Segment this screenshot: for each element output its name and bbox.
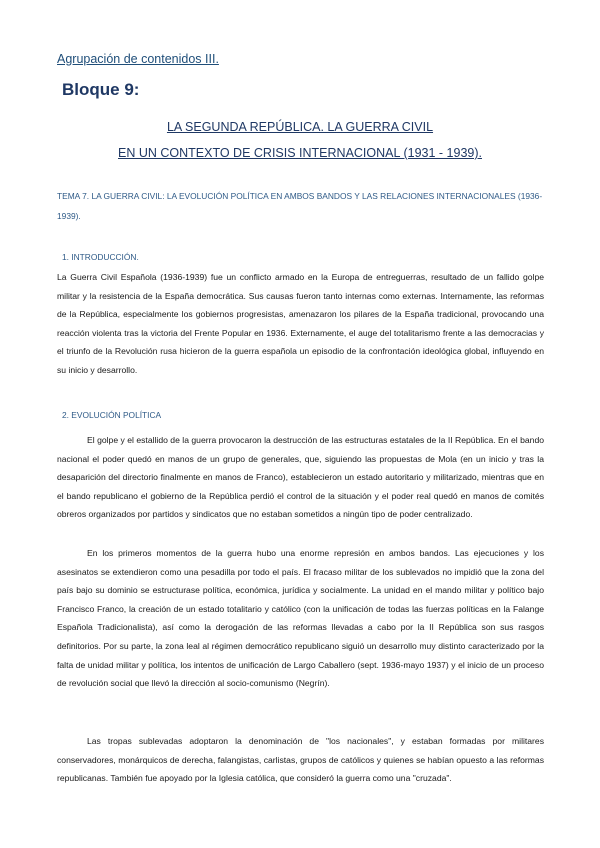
tema-heading: TEMA 7. LA GUERRA CIVIL: LA EVOLUCIÓN POLÍTICA EN AMBOS BANDOS Y LAS RELACIONES INTERNACIONALES (1936-1939). — [57, 191, 543, 221]
bloque-heading: Bloque 9: — [62, 80, 140, 99]
section-heading-introduccion: 1. INTRODUCCIÓN. — [62, 252, 139, 262]
evolucion-paragraph-1: El golpe y el estallido de la guerra provocaron la destrucción de las estructuras estatales de la II República. En el bando nacional el poder quedó en manos de un grupo de generales, que, siguiendo las propuestas de Mola (en un inicio y tras la desaparición del directorio finalmente en manos de Franco), establecieron un estado autoritario y militarizado, mientras que en el bando republicano el gobierno de la República perdió el control de la situación y el poder real quedó en manos de comités obreros organizados por partidos y sindicatos que no estaban sometidos a ningún tipo de poder centralizado. — [57, 435, 544, 520]
document-title-line-1: LA SEGUNDA REPÚBLICA. LA GUERRA CIVIL — [166, 120, 434, 134]
intro-paragraph: La Guerra Civil Española (1936-1939) fue un conflicto armado en la Europa de entreguerras, resultado de un fallido golpe militar y la resistencia de la España democrática. Sus causas fueron tanto internas como externas. Internamente, las reformas de la República, especialmente los gobiernos progresistas, amenazaron los pilares de la España tradicional, provocando una reacción violenta tras la victoria del Frente Popular en 1936. Externamente, el auge del totalitarismo frente a las democracias y el triunfo de la Revolución rusa hicieron de la guerra española un episodio de la confrontación ideológica global, influyendo en su inicio y desarrollo. — [57, 272, 544, 375]
evolucion-paragraph-2: En los primeros momentos de la guerra hubo una enorme represión en ambos bandos. Las ejecuciones y los asesinatos se extendieron como una pesadilla por todo el país. El fracaso militar de los sublevados no impidió que la zona del país bajo su dominio se estructurase política, económica, jurídica y socialmente. La unidad en el mando militar y político bajo Francisco Franco, la creación de un estado totalitario y católico (con la unificación de todas las fuerzas políticas en la Falange Española Tradicionalista), así como la derogación de las reformas llevadas a cabo por la II República son sus rasgos definitorios. Por su parte, la zona leal al régimen democrático republicano siguió un desarrollo muy distinto caracterizado por la falta de unidad militar y política, los intentos de unificación de Largo Caballero (sept. 1936-mayo 1937) y el inicio de un proceso de revolución social que llevó la dirección al socio-comunismo (Negrín). — [57, 548, 544, 689]
document-title-line-2: EN UN CONTEXTO DE CRISIS INTERNACIONAL (1931 - 1939). — [118, 146, 482, 160]
agrupacion-heading: Agrupación de contenidos III. — [57, 52, 219, 66]
section-heading-evolucion: 2. EVOLUCIÓN POLÍTICA — [62, 410, 162, 420]
evolucion-paragraph-3: Las tropas sublevadas adoptaron la denominación de "los nacionales", y estaban formadas por militares conservadores, monárquicos de derecha, falangistas, carlistas, grupos de católicos y quienes se habían opuesto a las reformas republicanas. También fue apoyado por la Iglesia católica, que consideró la guerra como una "cruzada". — [57, 736, 544, 784]
